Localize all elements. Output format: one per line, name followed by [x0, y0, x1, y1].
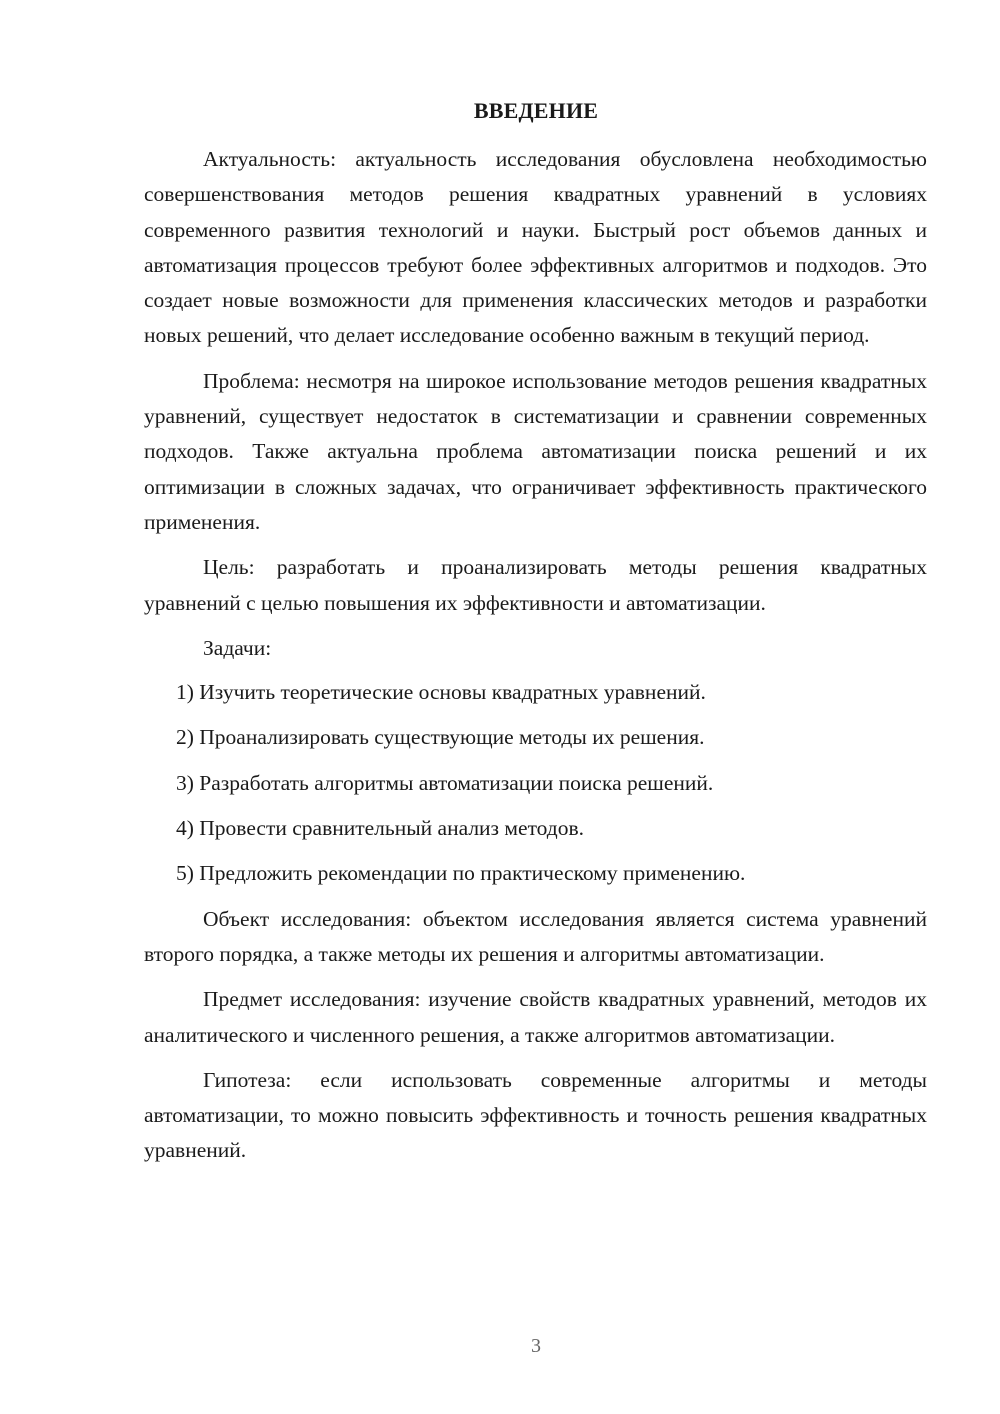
tasks-list — [144, 675, 927, 891]
section-heading: ВВЕДЕНИЕ — [473, 98, 599, 123]
relevance-paragraph: Актуальность: актуальность исследования обусловлена необходимостью совершенствования методов решения квадратных уравнений в условиях современного развития технологий и науки. Быстрый рост объемов данных и автоматизация процессов требуют более эффективных алгоритмов и подходов. Это создает новые возможности для применения классических методов и разработки новых решений, что делает исследование особенно важным в текущий период. — [144, 147, 927, 348]
problem-paragraph: Проблема: несмотря на широкое использование методов решения квадратных уравнений, существует недостаток в систематизации и сравнении современных подходов. Также актуальна проблема автоматизации поиска решений и их оптимизации в сложных задачах, что ограничивает эффективность практического применения. — [144, 368, 927, 534]
task-item: 4) Провести сравнительный анализ методов. — [176, 816, 585, 841]
object-paragraph: Объект исследования: объектом исследования является система уравнений второго порядка, а также методы их решения и алгоритмы автоматизации. — [144, 906, 927, 966]
goal-paragraph: Цель: разработать и проанализировать методы решения квадратных уравнений с целью повышения их эффективности и автоматизации. — [144, 555, 927, 615]
task-item: 1) Изучить теоретические основы квадратных уравнений. — [176, 680, 706, 705]
task-item: 2) Проанализировать существующие методы их решения. — [176, 725, 705, 750]
task-item: 5) Предложить рекомендации по практическому применению. — [176, 861, 746, 886]
body-text — [144, 142, 927, 1179]
task-item: 3) Разработать алгоритмы автоматизации поиска решений. — [176, 770, 714, 795]
page-number: 3 — [531, 1335, 541, 1357]
hypothesis-paragraph: Гипотеза: если использовать современные алгоритмы и методы автоматизации, то можно повысить эффективность и точность решения квадратных уравнений. — [144, 1067, 927, 1163]
tasks-label: Задачи: — [203, 635, 272, 660]
subject-paragraph: Предмет исследования: изучение свойств квадратных уравнений, методов их аналитического и численного решения, а также алгоритмов автоматизации. — [144, 987, 927, 1047]
